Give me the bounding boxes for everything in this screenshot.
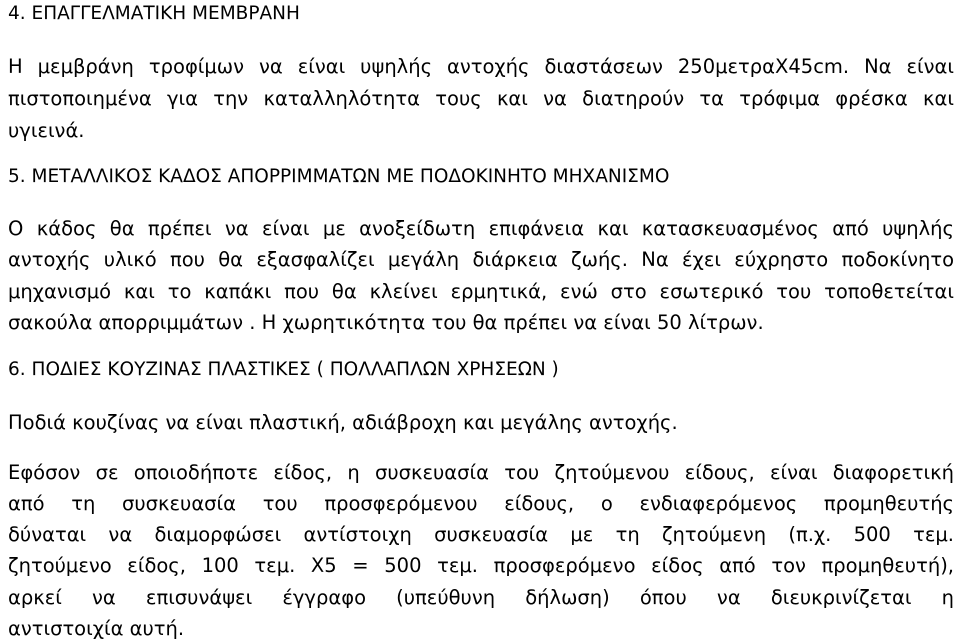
section-5-line-1: Ο κάδος θα πρέπει να είναι με ανοξείδωτη επιφάνεια και κατασκευασμένος από υψηλής (8, 217, 954, 240)
section-6-line-1: Ποδιά κουζίνας να είναι πλαστική, αδιάβροχη και μεγάλης αντοχής. (8, 411, 678, 434)
section-5-line-4: σακούλα απορριμμάτων . Η χωρητικότητα του θα πρέπει να είναι 50 λίτρων. (8, 311, 764, 334)
note-line-4: ζητούμενο είδος, 100 τεμ. Χ5 = 500 τεμ. προσφερόμενο είδος από τον προμηθευτή), (8, 554, 954, 577)
section-5-line-3: μηχανισμό και το καπάκι που θα κλείνει ερμητικά, ενώ στο εσωτερικό του τοποθετείται (8, 280, 954, 303)
note-line-3: δύναται να διαμορφώσει αντίστοιχη συσκευασία με τη ζητούμενη (π.χ. 500 τεμ. (8, 523, 954, 546)
section-5-line-2: αντοχής υλικό που θα εξασφαλίζει μεγάλη διάρκεια ζωής. Να έχει εύχρηστο ποδοκίνητο (8, 248, 954, 271)
section-4-line-1: Η μεμβράνη τροφίμων να είναι υψηλής αντοχής διαστάσεων 250μετραΧ45cm. Να είναι (8, 55, 954, 78)
section-4-line-3: υγιεινά. (8, 119, 85, 142)
note-line-1: Εφόσον σε οποιοδήποτε είδος, η συσκευασία του ζητούμενου είδους, είναι διαφορετική (8, 461, 954, 484)
section-6-heading: 6. ΠΟΔΙΕΣ ΚΟΥΖΙΝΑΣ ΠΛΑΣΤΙΚΕΣ ( ΠΟΛΛΑΠΛΩΝ ΧΡΗΣΕΩΝ ) (8, 359, 559, 380)
note-line-2: από τη συσκευασία του προσφερόμενου είδους, ο ενδιαφερόμενος προμηθευτής (8, 492, 954, 515)
note-line-6: αντιστοιχία αυτή. (8, 617, 185, 640)
section-4-heading: 4. ΕΠΑΓΓΕΛΜΑΤΙΚΗ ΜΕΜΒΡΑΝΗ (8, 3, 300, 24)
section-4-line-2: πιστοποιημένα για την καταλληλότητα τους και να διατηρούν τα τρόφιμα φρέσκα και (8, 87, 954, 110)
section-5-heading: 5. ΜΕΤΑΛΛΙΚΟΣ ΚΑΔΟΣ ΑΠΟΡΡΙΜΜΑΤΩΝ ΜΕ ΠΟΔΟΚΙΝΗΤΟ ΜΗΧΑΝΙΣΜΟ (8, 166, 670, 187)
note-line-5: αρκεί να επισυνάψει έγγραφο (υπεύθυνη δήλωση) όπου να διευκρινίζεται η (8, 586, 954, 609)
